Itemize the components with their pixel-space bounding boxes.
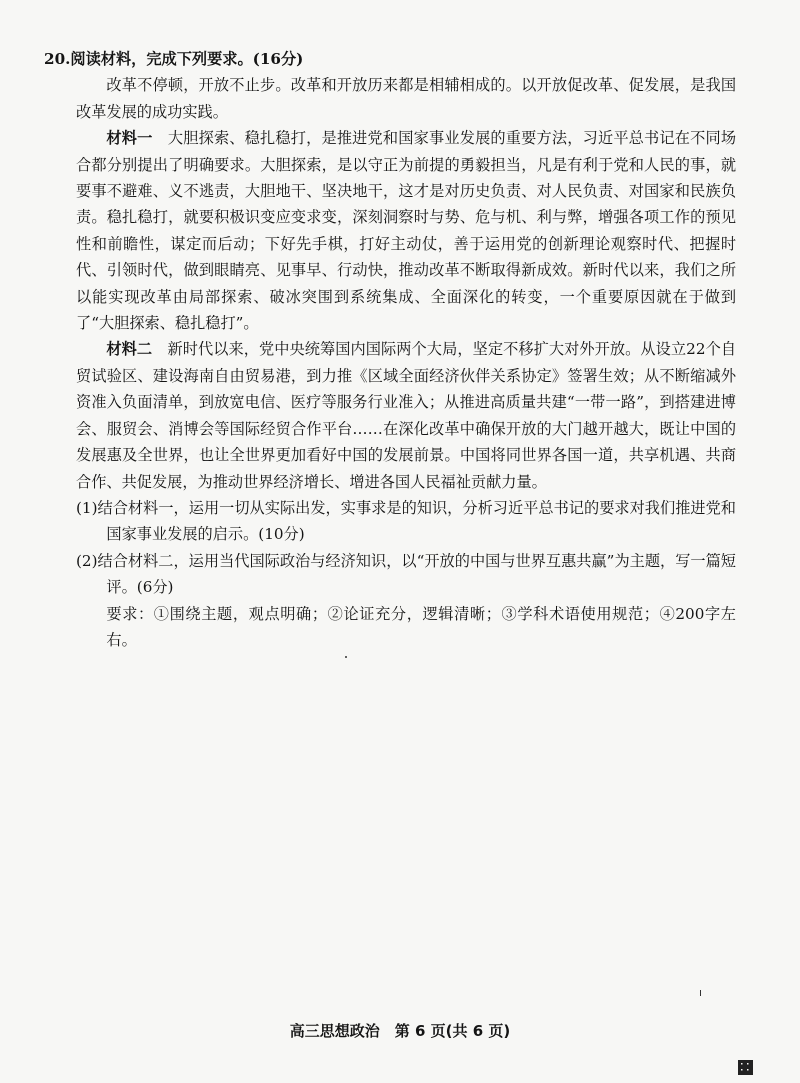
scan-speck <box>700 990 701 996</box>
page-footer: 高三思想政治 第 6 页(共 6 页) <box>289 1022 511 1040</box>
scanner-stamp <box>738 1059 790 1075</box>
question-heading: 20.阅读材料，完成下列要求。(16分) <box>44 50 304 68</box>
question-intro: 改革不停顿，开放不止步。改革和开放历来都是相辅相成的。以开放促改革、促发展，是我国改革发展的成功实践。 <box>76 76 736 121</box>
material-one <box>76 125 736 336</box>
answer-requirements: 要求：①围绕主题，观点明确；②论证充分，逻辑清晰；③学科术语使用规范；④200字左右。 <box>106 604 736 649</box>
question-block <box>44 46 737 653</box>
qr-code-icon <box>738 1060 753 1075</box>
sub-question-2: (2)结合材料二，运用当代国际政治与经济知识，以“开放的中国与世界互惠共赢”为主题，写一篇短评。(6分) <box>76 551 736 597</box>
material-two-text: 新时代以来，党中央统筹国内国际两个大局，坚定不移扩大对外开放。从设立22个自贸试验区、建设海南自由贸易港，到力推《区域全面经济伙伴关系协定》签署生效；从不断缩减外资准入负面清单，到放宽电信、医疗等服务行业准入；从推进高质量共建“一带一路”，到搭建进博会、服贸会、消博会等国际经贸合作平台……在深化改革中确保开放的大门越开越大，既让中国的发展惠及全世界，也让全世界更加看好中国的发展前景。中国将同世界各国一道，共享机遇、共商合作、共促发展，为推动世界经济增长、增进各国人民福祉贡献力量。 <box>76 340 737 491</box>
scan-speck <box>345 656 347 658</box>
material-two-label: 材料二 <box>106 340 153 359</box>
material-two <box>76 336 736 494</box>
sub-question-1: (1)结合材料一，运用一切从实际出发，实事求是的知识，分析习近平总书记的要求对我们推进党和国家事业发展的启示。(10分) <box>76 498 736 544</box>
material-one-label: 材料一 <box>106 129 153 148</box>
material-one-text: 大胆探索、稳扎稳打，是推进党和国家事业发展的重要方法，习近平总书记在不同场合都分别提出了明确要求。大胆探索，是以守正为前提的勇毅担当，凡是有利于党和人民的事，就要事不避难、义不逃责，大胆地干、坚决地干，这才是对历史负责、对人民负责、对国家和民族负责。稳扎稳打，就要积极识变应变求变，深刻洞察时与势、危与机、利与弊，增强各项工作的预见性和前瞻性，谋定而后动；下好先手棋，打好主动仗，善于运用党的创新理论观察时代、把握时代、引领时代，做到眼睛亮、见事早、行动快，推动改革不断取得新成效。新时代以来，我们之所以能实现改革由局部探索、破冰突围到系统集成、全面深化的转变，一个重要原因就在于做到了“大胆探索、稳扎稳打”。 <box>76 129 737 333</box>
